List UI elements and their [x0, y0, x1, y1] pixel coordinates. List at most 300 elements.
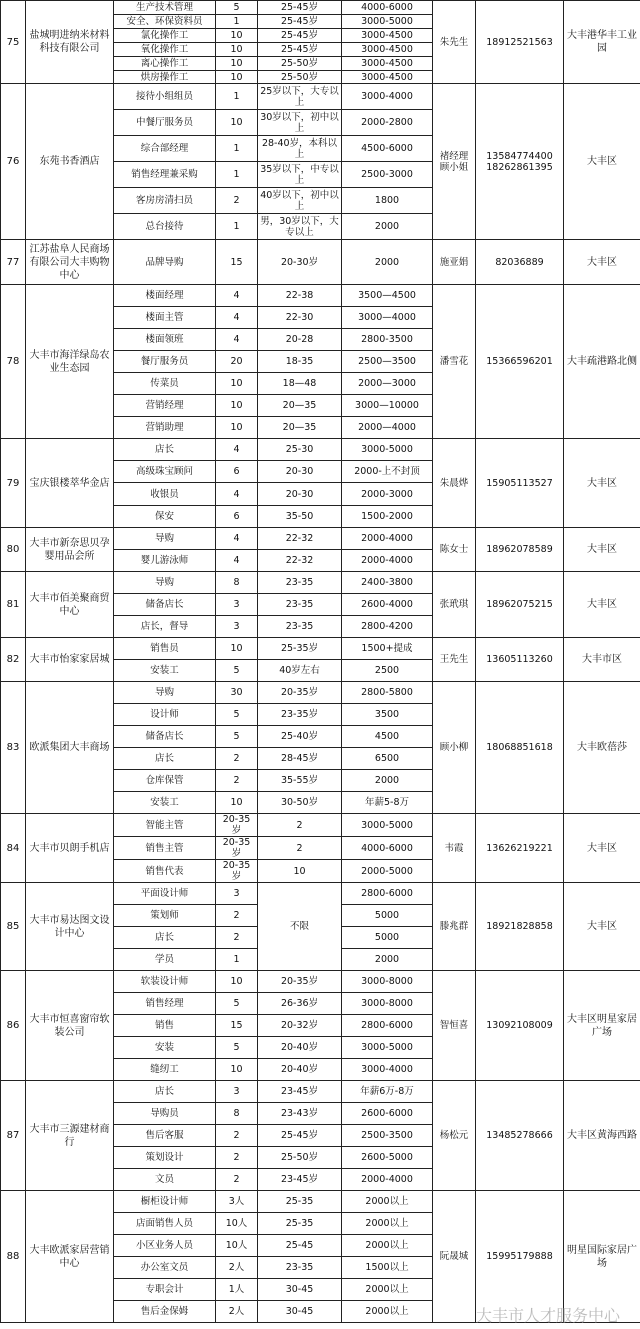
age-requirement: 20-40岁: [258, 1059, 342, 1081]
headcount: 1: [216, 136, 258, 162]
headcount: 10: [216, 971, 258, 993]
headcount: 2: [216, 1169, 258, 1191]
job-title: 学员: [114, 949, 216, 971]
table-row: [1, 572, 640, 594]
age-requirement: 2: [258, 837, 342, 860]
contact-person: 顾小柳: [433, 682, 476, 814]
contact-person: 陈女士: [433, 528, 476, 572]
salary: 2000以上: [342, 1213, 433, 1235]
work-location: 大丰区黄海西路: [564, 1081, 640, 1191]
job-title: 销售员: [114, 638, 216, 660]
headcount: 1: [216, 949, 258, 971]
table-row: [1, 971, 640, 993]
watermark-text: 大丰市人才服务中心: [475, 1306, 620, 1325]
age-requirement: 20—35: [258, 417, 342, 439]
salary: 2000: [342, 949, 433, 971]
company-name: 宝庆银楼萃华金店: [26, 439, 114, 528]
salary: 2500-3000: [342, 162, 433, 188]
headcount: 10: [216, 110, 258, 136]
salary: 6500: [342, 748, 433, 770]
company-name: 江苏盐阜人民商场有限公司大丰购物中心: [26, 240, 114, 285]
headcount: 20-35岁: [216, 814, 258, 837]
headcount: 2人: [216, 1301, 258, 1323]
headcount: 10: [216, 417, 258, 439]
job-title: 销售: [114, 1015, 216, 1037]
work-location: 大丰港华丰工业园: [564, 1, 640, 84]
age-requirement: 25-45岁: [258, 1, 342, 15]
headcount: 15: [216, 1015, 258, 1037]
contact-person: 朱先生: [433, 1, 476, 84]
headcount: 4: [216, 528, 258, 550]
work-location: 大丰区: [564, 240, 640, 285]
age-requirement: 25-35: [258, 1191, 342, 1213]
headcount: 4: [216, 329, 258, 351]
table-row: [1, 285, 640, 307]
headcount: 1: [216, 214, 258, 240]
salary: 3000-4000: [342, 1059, 433, 1081]
salary: 3000-4500: [342, 57, 433, 71]
headcount: 10: [216, 29, 258, 43]
salary: 3000-4500: [342, 43, 433, 57]
company-number: 82: [1, 638, 26, 682]
age-requirement: 40岁以下，初中以上: [258, 188, 342, 214]
age-requirement: 20-35岁: [258, 971, 342, 993]
job-title: 店面销售人员: [114, 1213, 216, 1235]
salary: 2000-4000: [342, 528, 433, 550]
job-title: 婴儿游泳师: [114, 550, 216, 572]
contact-phone: 15995179888: [476, 1191, 564, 1323]
job-title: 营销助理: [114, 417, 216, 439]
job-title: 客房房清扫员: [114, 188, 216, 214]
age-requirement: 不限: [258, 883, 342, 971]
age-requirement: 25岁以下，大专以上: [258, 84, 342, 110]
age-requirement: 18—48: [258, 373, 342, 395]
headcount: 10: [216, 792, 258, 814]
company-number: 76: [1, 84, 26, 240]
salary: 2500-3500: [342, 1125, 433, 1147]
age-requirement: 20-30: [258, 461, 342, 483]
headcount: 5: [216, 726, 258, 748]
job-title: 营销经理: [114, 395, 216, 417]
company-name: 大丰市易达图文设计中心: [26, 883, 114, 971]
salary: 1500以上: [342, 1257, 433, 1279]
headcount: 4: [216, 285, 258, 307]
age-requirement: 25-40岁: [258, 726, 342, 748]
headcount: 10人: [216, 1213, 258, 1235]
headcount: 5: [216, 704, 258, 726]
work-location: 大丰区: [564, 528, 640, 572]
contact-person: 杨松元: [433, 1081, 476, 1191]
headcount: 5: [216, 660, 258, 682]
company-name: 欧派集团大丰商场: [26, 682, 114, 814]
job-title: 导购: [114, 528, 216, 550]
headcount: 20: [216, 351, 258, 373]
age-requirement: 22-32: [258, 528, 342, 550]
table-row: [1, 1, 640, 15]
company-name: 大丰市怡家家居城: [26, 638, 114, 682]
job-title: 销售代表: [114, 860, 216, 883]
salary: 2600-4000: [342, 594, 433, 616]
company-number: 84: [1, 814, 26, 883]
job-title: 店长: [114, 748, 216, 770]
age-requirement: 25-45岁: [258, 29, 342, 43]
headcount: 2: [216, 748, 258, 770]
salary: 2600-6000: [342, 1103, 433, 1125]
contact-phone: 18921828858: [476, 883, 564, 971]
company-name: 大丰欧派家居营销中心: [26, 1191, 114, 1323]
salary: 2000以上: [342, 1235, 433, 1257]
company-name: 大丰市三源建材商行: [26, 1081, 114, 1191]
salary: 4000-6000: [342, 837, 433, 860]
headcount: 1: [216, 162, 258, 188]
table-row: [1, 1191, 640, 1213]
company-number: 86: [1, 971, 26, 1081]
age-requirement: 23-35: [258, 594, 342, 616]
company-number: 75: [1, 1, 26, 84]
salary: 2000: [342, 214, 433, 240]
contact-phone: 15905113527: [476, 439, 564, 528]
contact-phone: 13605113260: [476, 638, 564, 682]
age-requirement: 35-55岁: [258, 770, 342, 792]
table-row: [1, 84, 640, 110]
headcount: 3: [216, 616, 258, 638]
job-title: 策划设计: [114, 1147, 216, 1169]
job-title: 生产技术管理: [114, 1, 216, 15]
job-title: 导购: [114, 572, 216, 594]
headcount: 10: [216, 638, 258, 660]
headcount: 3人: [216, 1191, 258, 1213]
salary: 3000-4000: [342, 84, 433, 110]
contact-phone: 18068851618: [476, 682, 564, 814]
age-requirement: 23-35岁: [258, 704, 342, 726]
salary: 2800-3500: [342, 329, 433, 351]
job-title: 橱柜设计师: [114, 1191, 216, 1213]
company-number: 83: [1, 682, 26, 814]
company-number: 85: [1, 883, 26, 971]
salary: 3000-5000: [342, 814, 433, 837]
headcount: 10: [216, 43, 258, 57]
salary: 1500-2000: [342, 506, 433, 528]
contact-person: 韦霞: [433, 814, 476, 883]
headcount: 20-35岁: [216, 837, 258, 860]
headcount: 4: [216, 483, 258, 506]
headcount: 1: [216, 84, 258, 110]
job-title: 离心操作工: [114, 57, 216, 71]
age-requirement: 23-35: [258, 1257, 342, 1279]
age-requirement: 25-45: [258, 1235, 342, 1257]
age-requirement: 22-38: [258, 285, 342, 307]
job-title: 烘房操作工: [114, 71, 216, 84]
headcount: 2: [216, 1147, 258, 1169]
headcount: 2: [216, 927, 258, 949]
salary: 2800-6000: [342, 1015, 433, 1037]
age-requirement: 18-35: [258, 351, 342, 373]
headcount: 10: [216, 71, 258, 84]
salary: 5000: [342, 905, 433, 927]
company-name: 大丰市佰美聚商贸中心: [26, 572, 114, 638]
age-requirement: 26-36岁: [258, 993, 342, 1015]
company-number: 81: [1, 572, 26, 638]
salary: 2000-4000: [342, 1169, 433, 1191]
company-number: 80: [1, 528, 26, 572]
age-requirement: 男，30岁以下，大专以上: [258, 214, 342, 240]
age-requirement: 25-35岁: [258, 638, 342, 660]
headcount: 30: [216, 682, 258, 704]
job-title: 收银员: [114, 483, 216, 506]
job-title: 储备店长: [114, 594, 216, 616]
salary: 3000—4000: [342, 307, 433, 329]
work-location: 大丰区: [564, 883, 640, 971]
job-title: 文员: [114, 1169, 216, 1191]
salary: 3000—10000: [342, 395, 433, 417]
salary: 2500—3500: [342, 351, 433, 373]
salary: 4500-6000: [342, 136, 433, 162]
job-title: 安装工: [114, 660, 216, 682]
salary: 3000-5000: [342, 439, 433, 461]
job-title: 氧化操作工: [114, 43, 216, 57]
job-title: 专职会计: [114, 1279, 216, 1301]
contact-person: 施亚娟: [433, 240, 476, 285]
contact-phone: 82036889: [476, 240, 564, 285]
salary: 5000: [342, 927, 433, 949]
age-requirement: 23-35: [258, 572, 342, 594]
job-title: 品牌导购: [114, 240, 216, 285]
job-title: 店长: [114, 927, 216, 949]
salary: 1800: [342, 188, 433, 214]
headcount: 3: [216, 1081, 258, 1103]
headcount: 15: [216, 240, 258, 285]
work-location: 大丰欧蓓莎: [564, 682, 640, 814]
job-title: 综合部经理: [114, 136, 216, 162]
company-number: 87: [1, 1081, 26, 1191]
salary: 2000: [342, 770, 433, 792]
contact-person: 智恒喜: [433, 971, 476, 1081]
headcount: 2: [216, 188, 258, 214]
job-title: 总台接待: [114, 214, 216, 240]
company-name: 东苑书香酒店: [26, 84, 114, 240]
salary: 2000-上不封顶: [342, 461, 433, 483]
job-title: 楼面主管: [114, 307, 216, 329]
salary: 4500: [342, 726, 433, 748]
job-title: 销售经理: [114, 993, 216, 1015]
salary: 3500—4500: [342, 285, 433, 307]
job-title: 中餐厅服务员: [114, 110, 216, 136]
job-title: 办公室文员: [114, 1257, 216, 1279]
headcount: 8: [216, 572, 258, 594]
job-title: 氯化操作工: [114, 29, 216, 43]
contact-phone: 18962078589: [476, 528, 564, 572]
age-requirement: 28-45岁: [258, 748, 342, 770]
headcount: 6: [216, 506, 258, 528]
age-requirement: 22-30: [258, 307, 342, 329]
contact-phone: 13485278666: [476, 1081, 564, 1191]
job-title: 餐厅服务员: [114, 351, 216, 373]
contact-person: 朱晨烨: [433, 439, 476, 528]
salary: 2500: [342, 660, 433, 682]
salary: 2000-4000: [342, 550, 433, 572]
age-requirement: 25-45岁: [258, 43, 342, 57]
table-row: [1, 814, 640, 837]
job-title: 小区业务人员: [114, 1235, 216, 1257]
contact-person: 褚经理 顾小姐: [433, 84, 476, 240]
age-requirement: 25-50岁: [258, 71, 342, 84]
age-requirement: 25-45岁: [258, 1125, 342, 1147]
headcount: 5: [216, 1037, 258, 1059]
salary: 3000-8000: [342, 971, 433, 993]
work-location: 大丰区明星家居广场: [564, 971, 640, 1081]
work-location: 大丰区: [564, 572, 640, 638]
job-title: 楼面经理: [114, 285, 216, 307]
company-name: 大丰市贝朗手机店: [26, 814, 114, 883]
contact-phone: 13626219221: [476, 814, 564, 883]
contact-phone: 13092108009: [476, 971, 564, 1081]
salary: 3000-4500: [342, 29, 433, 43]
headcount: 5: [216, 1, 258, 15]
table-row: [1, 638, 640, 660]
age-requirement: 30-45: [258, 1301, 342, 1323]
headcount: 4: [216, 439, 258, 461]
job-title: 店长，督导: [114, 616, 216, 638]
salary: 年薪5-8万: [342, 792, 433, 814]
age-requirement: 20-35岁: [258, 682, 342, 704]
age-requirement: 35岁以下，中专以上: [258, 162, 342, 188]
headcount: 5: [216, 993, 258, 1015]
age-requirement: 23-45岁: [258, 1169, 342, 1191]
contact-person: 王先生: [433, 638, 476, 682]
salary: 2000-5000: [342, 860, 433, 883]
contact-person: 滕兆群: [433, 883, 476, 971]
company-number: 79: [1, 439, 26, 528]
job-title: 高级珠宝顾问: [114, 461, 216, 483]
contact-phone: 15366596201: [476, 285, 564, 439]
job-title: 店长: [114, 1081, 216, 1103]
job-title: 销售经理兼采购: [114, 162, 216, 188]
age-requirement: 20-40岁: [258, 1037, 342, 1059]
headcount: 2: [216, 905, 258, 927]
job-title: 销售主管: [114, 837, 216, 860]
headcount: 2人: [216, 1257, 258, 1279]
salary: 3000-5000: [342, 15, 433, 29]
salary: 2000—4000: [342, 417, 433, 439]
age-requirement: 25-50岁: [258, 57, 342, 71]
headcount: 2: [216, 770, 258, 792]
age-requirement: 30岁以下，初中以上: [258, 110, 342, 136]
headcount: 10: [216, 57, 258, 71]
company-name: 大丰市海洋绿岛农业生态园: [26, 285, 114, 439]
salary: 年薪6万-8万: [342, 1081, 433, 1103]
company-name: 大丰市恒喜窗帘软装公司: [26, 971, 114, 1081]
age-requirement: 20-28: [258, 329, 342, 351]
age-requirement: 20-30: [258, 483, 342, 506]
salary: 2600-5000: [342, 1147, 433, 1169]
job-title: 安装工: [114, 792, 216, 814]
salary: 1500+提成: [342, 638, 433, 660]
table-row: [1, 682, 640, 704]
job-title: 保安: [114, 506, 216, 528]
contact-phone: 13584774400 18262861395: [476, 84, 564, 240]
headcount: 3: [216, 883, 258, 905]
work-location: 大丰疏港路北侧: [564, 285, 640, 439]
company-name: 大丰市新奈思贝孕婴用品会所: [26, 528, 114, 572]
contact-person: 潘雪花: [433, 285, 476, 439]
salary: 2000: [342, 240, 433, 285]
job-title: 安装: [114, 1037, 216, 1059]
job-title: 导购员: [114, 1103, 216, 1125]
salary: 4000-6000: [342, 1, 433, 15]
table-row: [1, 1081, 640, 1103]
age-requirement: 28-40岁，本科以上: [258, 136, 342, 162]
work-location: 大丰市区: [564, 638, 640, 682]
salary: 2000-3000: [342, 483, 433, 506]
age-requirement: 23-45岁: [258, 1081, 342, 1103]
job-title: 店长: [114, 439, 216, 461]
table-row: [1, 240, 640, 285]
age-requirement: 22-32: [258, 550, 342, 572]
job-title: 楼面领班: [114, 329, 216, 351]
job-title: 智能主管: [114, 814, 216, 837]
age-requirement: 20—35: [258, 395, 342, 417]
salary: 2000以上: [342, 1191, 433, 1213]
job-title: 策划师: [114, 905, 216, 927]
job-title: 平面设计师: [114, 883, 216, 905]
age-requirement: 25-45岁: [258, 15, 342, 29]
contact-person: 张玳琪: [433, 572, 476, 638]
age-requirement: 23-43岁: [258, 1103, 342, 1125]
salary: 3000-5000: [342, 1037, 433, 1059]
job-title: 传菜员: [114, 373, 216, 395]
company-number: 88: [1, 1191, 26, 1323]
table-row: [1, 883, 640, 905]
work-location: 大丰区: [564, 84, 640, 240]
age-requirement: 25-30: [258, 439, 342, 461]
age-requirement: 2: [258, 814, 342, 837]
job-title: 缝纫工: [114, 1059, 216, 1081]
age-requirement: 35-50: [258, 506, 342, 528]
salary: 2800-6000: [342, 883, 433, 905]
headcount: 10: [216, 373, 258, 395]
company-number: 77: [1, 240, 26, 285]
headcount: 3: [216, 594, 258, 616]
work-location: 明星国际家居广场: [564, 1191, 640, 1323]
contact-phone: 18912521563: [476, 1, 564, 84]
work-location: 大丰区: [564, 814, 640, 883]
job-title: 接待小组组员: [114, 84, 216, 110]
company-number: 78: [1, 285, 26, 439]
salary: 3000-4500: [342, 71, 433, 84]
headcount: 2: [216, 1125, 258, 1147]
headcount: 4: [216, 307, 258, 329]
contact-person: 阮晟城: [433, 1191, 476, 1323]
headcount: 8: [216, 1103, 258, 1125]
salary: 3000-8000: [342, 993, 433, 1015]
age-requirement: 23-35: [258, 616, 342, 638]
salary: 2400-3800: [342, 572, 433, 594]
age-requirement: 30-50岁: [258, 792, 342, 814]
job-title: 售后客服: [114, 1125, 216, 1147]
headcount: 20-35岁: [216, 860, 258, 883]
job-title: 储备店长: [114, 726, 216, 748]
headcount: 1: [216, 15, 258, 29]
age-requirement: 30-45: [258, 1279, 342, 1301]
company-name: 盐城明进纳米材料科技有限公司: [26, 1, 114, 84]
headcount: 10人: [216, 1235, 258, 1257]
job-title: 设计师: [114, 704, 216, 726]
table-row: [1, 439, 640, 461]
age-requirement: 25-35: [258, 1213, 342, 1235]
age-requirement: 10: [258, 860, 342, 883]
job-title: 安全、环保资料员: [114, 15, 216, 29]
job-title: 软装设计师: [114, 971, 216, 993]
